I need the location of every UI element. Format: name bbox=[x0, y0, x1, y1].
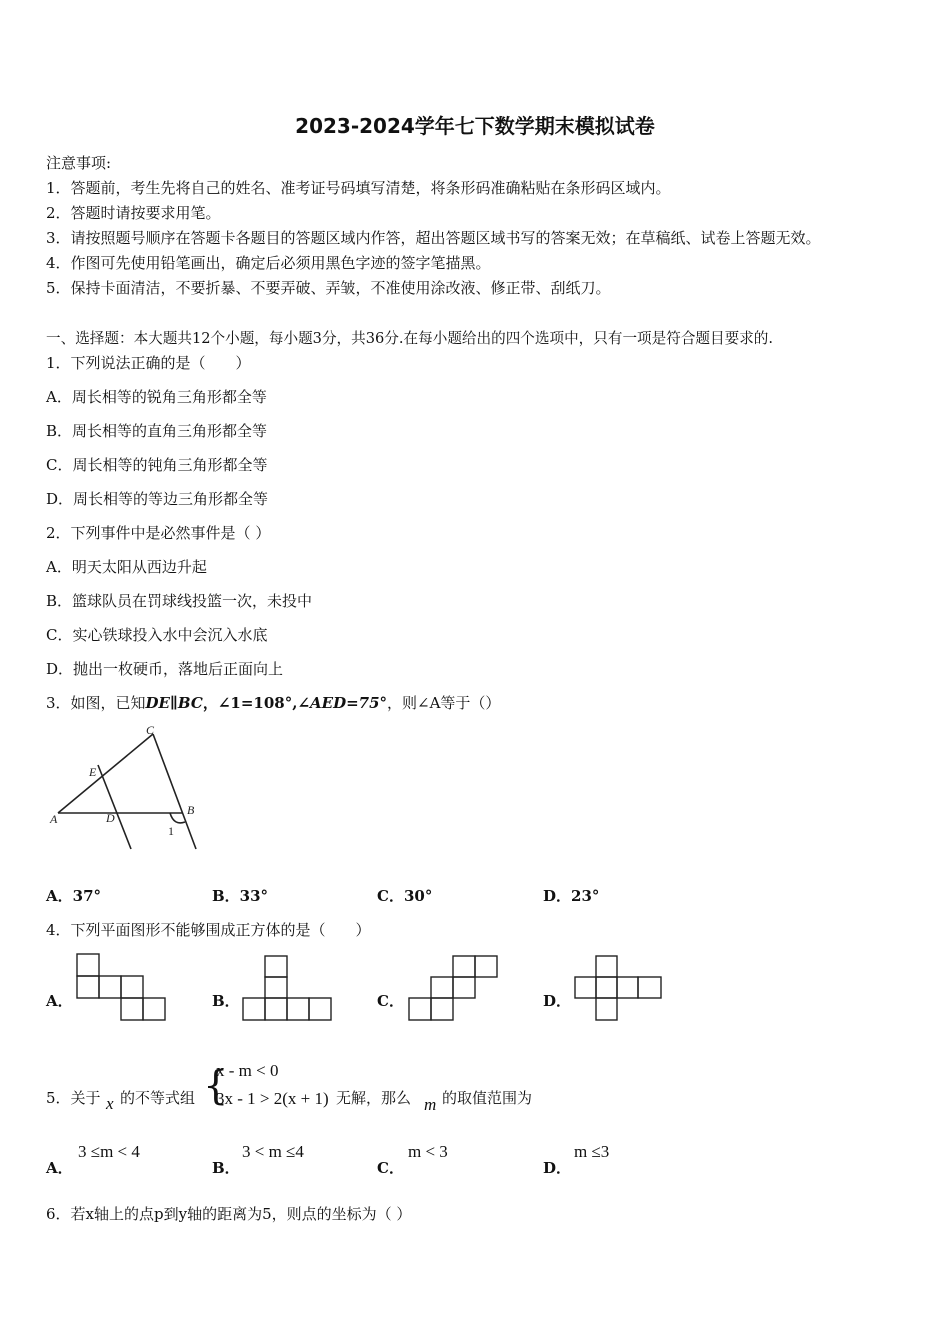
q3-option-a: A．37° bbox=[46, 887, 102, 905]
q4-option-d-letter: D． bbox=[543, 992, 572, 1010]
q2-option-b: B．篮球队员在罚球线投篮一次，未投中 bbox=[46, 592, 313, 610]
q2-option-d: D．抛出一枚硬币，落地后正面向上 bbox=[46, 660, 284, 678]
section-heading: 一、选择题：本大题共12个小题，每小题3分，共36分.在每小题给出的四个选项中，只有一项是符合题目要求的. bbox=[46, 330, 774, 347]
q3-stem-suffix: ，则∠A等于（） bbox=[387, 694, 501, 712]
q5-middle: 的不等式组 bbox=[120, 1089, 196, 1107]
notice-item-3: 3．请按照题号顺序在答题卡各题目的答题区域内作答，超出答题区域书写的答案无效；在草稿纸、试卷上答题无效。 bbox=[46, 229, 821, 247]
q4-stem: 4．下列平面图形不能够围成正方体的是（ ） bbox=[46, 921, 371, 939]
q3-stem-prefix: 3．如图，已知 bbox=[46, 694, 146, 712]
notice-item-5: 5．保持卡面清洁，不要折暴、不要弄破、弄皱，不准使用涂改液、修正带、刮纸刀。 bbox=[46, 279, 611, 297]
q3-option-c: C．30° bbox=[377, 887, 433, 905]
q5-option-c-letter: C． bbox=[377, 1159, 404, 1177]
q4-option-a-letter: A． bbox=[46, 992, 73, 1010]
notice-item-1: 1．答题前，考生先将自己的姓名、准考证号码填写清楚，将条形码准确粘贴在条形码区域内。 bbox=[46, 179, 671, 197]
q5-prefix: 5．关于 bbox=[46, 1089, 101, 1107]
q3-option-d: D．23° bbox=[543, 887, 600, 905]
label-1: 1 bbox=[168, 824, 174, 838]
q1-option-d: D．周长相等的等边三角形都全等 bbox=[46, 490, 269, 508]
q4-option-c-letter: C． bbox=[377, 992, 404, 1010]
q5-brace: { bbox=[203, 1063, 229, 1109]
q5-option-c-value: m < 3 bbox=[408, 1142, 448, 1161]
q5-ineq1: x - m < 0 bbox=[216, 1061, 279, 1080]
q5-option-b-letter: B． bbox=[212, 1159, 240, 1177]
q5-option-b-value: 3 < m ≤4 bbox=[242, 1142, 304, 1161]
q5-var-x: x bbox=[106, 1094, 114, 1113]
label-c: C bbox=[146, 723, 155, 737]
q1-option-a: A．周长相等的锐角三角形都全等 bbox=[46, 388, 267, 406]
label-e: E bbox=[89, 765, 97, 779]
q5-suffix: 的取值范围为 bbox=[442, 1089, 533, 1107]
q3-angle1: ，∠1=108°, bbox=[202, 694, 298, 712]
notice-heading: 注意事项: bbox=[46, 154, 112, 172]
q5-var-m: m bbox=[424, 1095, 437, 1114]
label-a: A bbox=[50, 812, 58, 826]
q3-aed: ∠AED=75° bbox=[297, 694, 388, 712]
q1-option-c: C．周长相等的钝角三角形都全等 bbox=[46, 456, 268, 474]
q3-option-b: B．33° bbox=[212, 887, 269, 905]
q5-option-d-letter: D． bbox=[543, 1159, 572, 1177]
q2-option-a: A．明天太阳从西边升起 bbox=[46, 558, 207, 576]
q4-option-b-letter: B． bbox=[212, 992, 240, 1010]
notice-item-2: 2．答题时请按要求用笔。 bbox=[46, 204, 221, 222]
q1-stem: 1．下列说法正确的是（ ） bbox=[46, 354, 251, 372]
q2-stem: 2．下列事件中是必然事件是（ ） bbox=[46, 524, 271, 542]
q5-option-d-value: m ≤3 bbox=[574, 1142, 610, 1161]
q2-option-c: C．实心铁球投入水中会沉入水底 bbox=[46, 626, 268, 644]
label-b: B bbox=[187, 803, 195, 817]
q5-option-a-value: 3 ≤m < 4 bbox=[78, 1142, 140, 1161]
notice-item-4: 4．作图可先使用铅笔画出，确定后必须用黑色字迹的签字笔描黑。 bbox=[46, 254, 491, 272]
q5-option-a-letter: A． bbox=[46, 1159, 73, 1177]
q6-stem: 6．若x轴上的点p到y轴的距离为5，则点的坐标为（ ） bbox=[46, 1205, 412, 1223]
q5-after: 无解，那么 bbox=[336, 1089, 412, 1107]
q5-ineq2: 3x - 1 > 2(x + 1) bbox=[216, 1089, 329, 1108]
label-d: D bbox=[106, 811, 115, 825]
q1-option-b: B．周长相等的直角三角形都全等 bbox=[46, 422, 268, 440]
page-title: 2023-2024学年七下数学期末模拟试卷 bbox=[295, 114, 655, 138]
q3-de-bc: DE∥BC bbox=[145, 694, 203, 712]
